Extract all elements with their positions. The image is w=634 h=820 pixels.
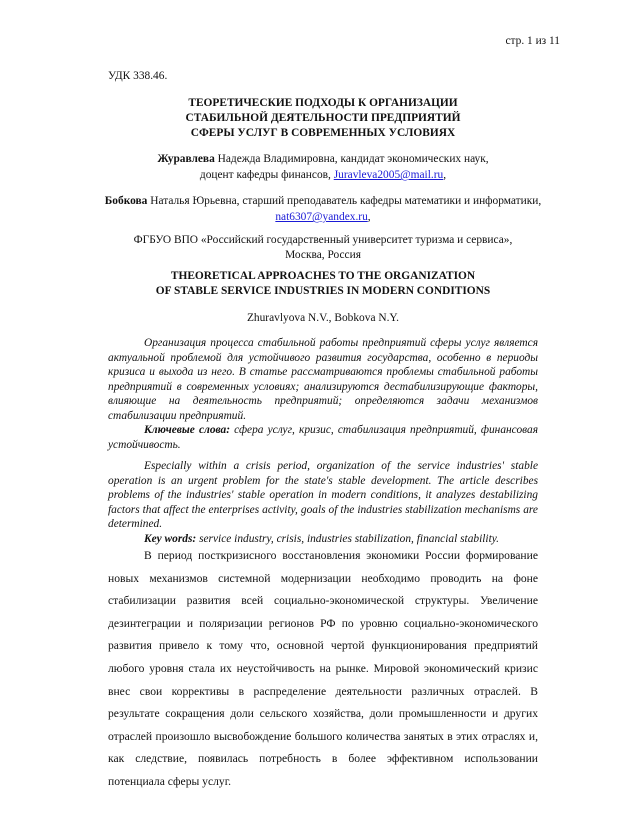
- title-en-line: THEORETICAL APPROACHES TO THE ORGANIZATION: [170, 270, 476, 282]
- author-2-surname: Бобкова: [104, 195, 148, 207]
- author-1-position: доцент кафедры финансов,: [199, 169, 334, 181]
- author-2-details: Наталья Юрьевна, старший преподаватель кафедры математики и информатики,: [147, 195, 542, 207]
- abstract-en: [108, 459, 538, 546]
- author-2: [98, 194, 548, 224]
- author-1-comma: ,: [443, 169, 447, 181]
- affiliation-line-1: ФГБУО ВПО «Российский государственный университет туризма и сервиса»,: [133, 234, 513, 246]
- author-2-comma: ,: [367, 211, 371, 223]
- author-2-line-2: [98, 210, 548, 224]
- abstract-ru-text: Организация процесса стабильной работы предприятий сферы услуг является актуальной проблемой для устойчивого развития государства, особенно в периоды кризиса и выхода из него. В статье рассматриваются проблемы стабильной работы предприятий в современных условиях; анализируются дестабилизирующие факторы, влияющие на деятельность предприятий; определяются задачи механизмов стабилизации предприятий.: [108, 337, 538, 422]
- title-ru-line: СФЕРЫ УСЛУГ В СОВРЕМЕННЫХ УСЛОВИЯХ: [190, 127, 456, 139]
- keywords-ru-label: Ключевые слова:: [144, 424, 231, 436]
- title-en: [108, 269, 538, 299]
- authors-en: Zhuravlyova N.V., Bobkova N.Y.: [246, 312, 400, 324]
- page-number: стр. 1 из 11: [505, 35, 560, 47]
- affiliation-line-2: Москва, Россия: [285, 249, 361, 261]
- udk-code: УДК 338.46.: [108, 70, 168, 82]
- keywords-en: [108, 532, 538, 547]
- author-1-details: Надежда Владимировна, кандидат экономических наук,: [214, 153, 489, 165]
- author-1-surname: Журавлева: [157, 153, 215, 165]
- keywords-ru-text: сфера услуг, кризис, стабилизация предприятий, финансовая устойчивость.: [108, 424, 539, 451]
- author-1: [108, 152, 538, 182]
- abstract-en-text: Especially within a crisis period, organization of the service industries' stable operation is an urgent problem for the state's stable development. The article describes problems of the industries' stable operation in modern conditions, it analyzes destabilizing factors that affect the enterprises activity, goals of the industries stabilization mechanisms are determined.: [108, 460, 538, 530]
- author-1-email-link[interactable]: Juravleva2005@mail.ru: [333, 169, 444, 181]
- body-text: [108, 545, 538, 794]
- keywords-ru: [108, 423, 538, 452]
- author-1-line-2: [108, 168, 538, 182]
- keywords-en-text: service industry, crisis, industries stabilization, financial stability.: [196, 532, 500, 545]
- author-2-email-link[interactable]: nat6307@yandex.ru: [275, 211, 368, 223]
- abstract-ru: [108, 336, 538, 452]
- affiliation: [108, 233, 538, 262]
- title-en-line: OF STABLE SERVICE INDUSTRIES IN MODERN CONDITIONS: [155, 285, 491, 297]
- title-ru-line: ТЕОРЕТИЧЕСКИЕ ПОДХОДЫ К ОРГАНИЗАЦИИ: [188, 97, 458, 109]
- keywords-en-label: Key words:: [144, 532, 197, 545]
- title-ru-line: СТАБИЛЬНОЙ ДЕЯТЕЛЬНОСТИ ПРЕДПРИЯТИЙ: [185, 112, 461, 124]
- body-paragraph: В период посткризисного восстановления экономики России формирование новых механизмов системной модернизации необходимо проводить на фоне стабилизации развития всей социально-экономической структуры. Увеличение дезинтеграции и поляризации регионов РФ по уровню социально-экономического развития привело к тому что, основной чертой функционирования предприятий любого уровня стала их неустойчивость на рынке. Мировой экономический кризис внес свои коррективы в распределение деятельности различных отраслей. В результате сокращения доли сельского хозяйства, доли промышленности и других отраслей произошло высвобождение большого количества занятых в этих отраслях и, как следствие, появилась потребность в более эффективном использовании потенциала сферы услуг.: [108, 549, 538, 788]
- title-ru: [108, 96, 538, 141]
- author-1-line-1: [108, 152, 538, 166]
- author-2-line-1: [98, 194, 548, 208]
